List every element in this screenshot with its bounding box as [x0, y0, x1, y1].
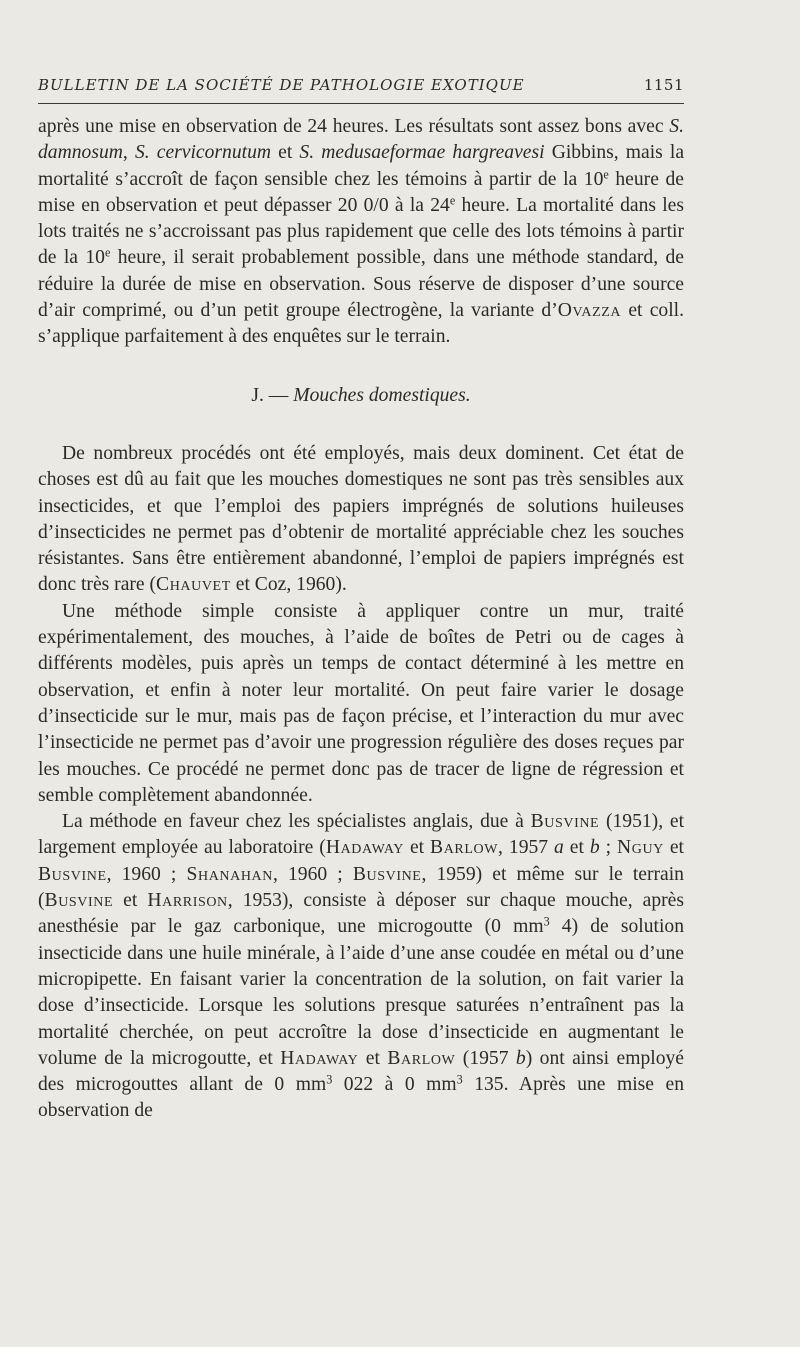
paragraph-4: La méthode en faveur chez les spécialistes anglais, due à Busvine (1951), et largement employée au laboratoire (Hadaway et Barlow, 1957 a et b ; Nguy et Busvine, 1960 ; Shanahan, 1960 ; Busvine, 1959) et même sur le terrain (Busvine et Harrison, 1953), consiste à déposer sur chaque mouche, après anesthésie par le gaz carbonique, une microgoutte (0 $mm^3$ 4) de solution insecticide dans une huile minérale, à l’aide d’une anse coudée en métal ou d’une micropipette. En faisant varier la concentration de la solution, on fait varier la dose d’insecticide. Lorsque les solutions presque saturées n’entraînent pas la mortalité cherchée, on peut accroître la dose d’insecticide en augmentant le volume de la microgoutte, et Hadaway et Barlow (1957 b) ont ainsi employé des microgouttes allant de 0 $mm^3$ 022 à 0 $mm^3$ 135. Après une mise en observation de [38, 811, 685, 1122]
page-number: 1151 [643, 76, 684, 94]
running-header [38, 76, 684, 94]
author-name: Hadaway [280, 1047, 359, 1069]
body-text [38, 114, 684, 1125]
species-name: S. cervicornutum [134, 142, 272, 164]
author-name: Shanahan [186, 863, 273, 885]
section-heading: J. — Mouches domestiques. [251, 384, 471, 406]
species-name: S. damnosum [38, 116, 684, 164]
running-title: BULLETIN DE LA SOCIÉTÉ DE PATHOLOGIE EXOTIQUE [38, 76, 525, 94]
author-name: Nguy [617, 837, 664, 859]
author-name: Busvine [530, 811, 600, 833]
paragraph-2: De nombreux procédés ont été employés, mais deux dominent. Cet état de choses est dû au fait que les mouches domestiques ne sont pas très sensibles aux insecticides, et que l’emploi des papiers imprégnés de solutions huileuses d’insecticides ne permet pas d’obtenir de mortalité appréciable chez les souches résistantes. Sans être entièrement abandonné, l’emploi de papiers imprégnés est donc très rare (Chauvet et Coz, 1960). [38, 442, 684, 596]
author-name: Barlow [387, 1047, 456, 1069]
author-name: Busvine [38, 863, 107, 885]
author-name: Barlow [430, 837, 499, 859]
author-name: Chauvet [156, 574, 231, 596]
paragraph-1: après une mise en observation de 24 heures. Les résultats sont assez bons avec S. damnosum, S. cervicornutum et S. medusaeformae hargreavesi Gibbins, mais la mortalité s’accroît de façon sensible chez les témoins à partir de la 10e heure de mise en observation et peut dépasser 20 0/0 à la 24e heure. La mortalité dans les lots traités ne s’accroissant pas plus rapidement que celle des lots témoins à partir de la 10e heure, il serait probablement possible, dans une méthode standard, de réduire la durée de mise en observation. Sous réserve de disposer d’une source d’air comprimé, ou d’un petit groupe électrogène, la variante d’Ovazza et coll. s’applique parfaitement à des enquêtes sur le terrain. [38, 116, 685, 348]
species-name: S. medusaeformae hargreavesi [299, 142, 545, 164]
header-rule [38, 103, 684, 104]
paragraph-3: Une méthode simple consiste à appliquer contre un mur, traité expérimentalement, des mouches, à l’aide de boîtes de Petri ou de cages à différents modèles, puis après un temps de contact déterminé à les mettre en observation, et enfin à noter leur mortalité. On peut faire varier le dosage d’insecticide sur le mur, mais pas de façon précise, et l’interaction du mur avec l’insecticide ne permet pas d’avoir une progression régulière des doses reçues par les mouches. Ce procédé ne permet donc pas de tracer de ligne de régression et semble complètement abandonnée. [38, 600, 684, 806]
author-name: Ovazza [557, 300, 622, 322]
author-name: Busvine [44, 890, 114, 912]
author-name: Hadaway [325, 837, 404, 859]
author-name: Busvine [352, 863, 422, 885]
author-name: Harrison [147, 890, 228, 912]
section-title: Mouches domestiques. [293, 384, 471, 406]
